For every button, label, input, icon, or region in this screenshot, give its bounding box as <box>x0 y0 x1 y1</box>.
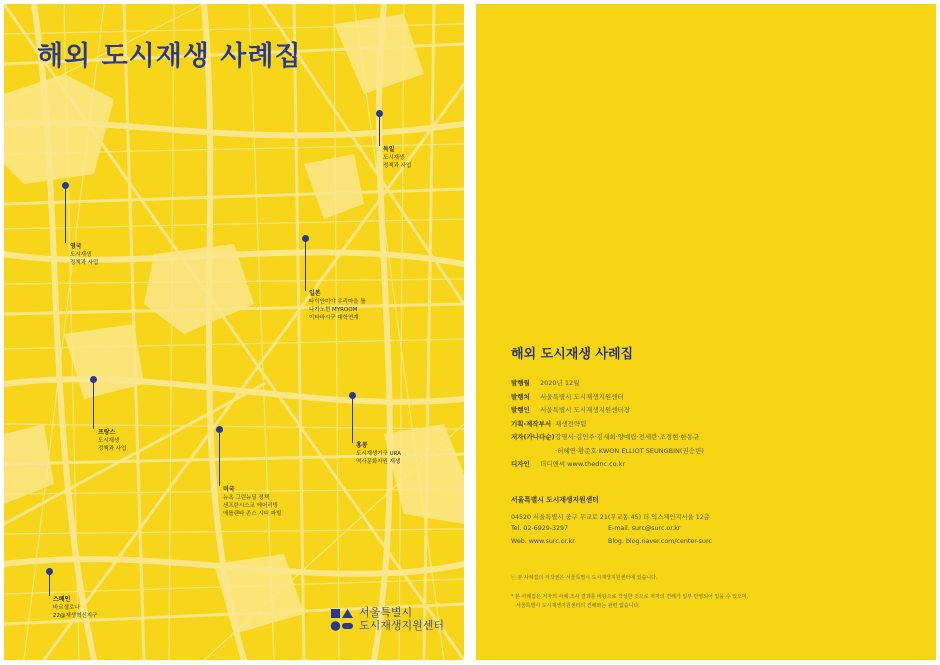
meta-value: 서울특별시 도시재생지원센터장 <box>540 406 630 414</box>
front-cover <box>4 4 464 660</box>
label-usa <box>223 486 281 518</box>
label-line: 정책과 사업 <box>70 260 99 266</box>
meta-value: 더디앤씨 www.thednc.co.kr <box>540 460 626 468</box>
meta-key: 발행인 <box>511 406 530 414</box>
label-line: 나가노현 MYROOM <box>309 307 358 313</box>
pin-stem <box>379 116 380 146</box>
pin-stem <box>305 241 306 291</box>
email: E-mail. surc@surc.or.kr <box>608 525 681 532</box>
surc-logo-mark-icon <box>330 608 354 632</box>
meta-key: 저자(가나다순) <box>511 433 555 441</box>
country-name: 프랑스 <box>98 429 116 436</box>
meta-value: 재생전략팀 <box>555 419 587 428</box>
label-germany <box>383 146 411 170</box>
label-line: 애틀랜타 존스 시티 파빌 <box>223 511 282 517</box>
street-map-background <box>4 4 464 660</box>
address: 04520 서울특별시 중구 무교로 21(무교동 45) 더 익스체인지서울 12층 <box>511 514 710 521</box>
pin-stem <box>219 432 220 486</box>
disclaimer-line: 서울특별시 도시재생지원센터의 견해와는 관련 없습니다. <box>516 603 640 609</box>
organization-name: 서울특별시 도시재생지원센터 <box>511 496 599 504</box>
meta-key: 발행처 <box>511 392 530 401</box>
label-line: 역사문화자원 재생 <box>356 459 401 465</box>
pin-stem <box>352 398 353 443</box>
colophon-title: 해외 도시재생 사례집 <box>511 347 634 362</box>
label-line: 도시재생기구 URA <box>356 451 402 457</box>
surc-logo-text <box>359 606 444 632</box>
label-line: 도시재생 <box>98 438 120 444</box>
meta-key: 기획·제작부서 <box>511 419 552 428</box>
copyright-text: ⓒ 본 사례집의 저작권은 서울특별시 도시재생지원센터에 있습니다. <box>511 575 658 581</box>
country-name: 일본 <box>309 290 321 297</box>
country-name: 홍콩 <box>356 442 368 449</box>
meta-value: 2020년 12월 <box>540 379 580 387</box>
country-name: 영국 <box>70 243 82 250</box>
pin-stem <box>49 574 50 596</box>
meta-key: 발행월 <box>511 379 530 387</box>
label-hongkong <box>356 442 401 466</box>
label-line: 이타바시구 대학연계 <box>309 315 359 321</box>
label-japan <box>309 290 366 322</box>
pin-stem <box>93 382 94 429</box>
label-line: 타이안미야 우리마을 툴 <box>309 299 366 305</box>
label-line: 도시재생 <box>383 155 405 161</box>
label-line: 샌프란시스코 에어리빙 <box>223 503 278 509</box>
country-name: 스페인 <box>53 596 71 603</box>
label-line: 22@재생혁신지구 <box>53 613 98 619</box>
blog: Blog. blog.naver.com/center-surc <box>608 538 712 545</box>
label-line: 바르셀로나 <box>53 605 80 611</box>
disclaimer-line: * 본 사례집은 저자의 사례 조사 결과를 바탕으로 작성한 것으로 저자의 견해가 일부 반영되어 있을 수 있으며, <box>511 594 749 600</box>
tel: Tel. 02-6929-3297 <box>511 525 569 532</box>
meta-value: ·허혜연·황준호·KWON ELLIOT SEUNGBIN(권승빈) <box>555 446 704 455</box>
web: Web. www.surc.or.kr <box>511 538 575 545</box>
label-line: 정책과 사업 <box>98 446 127 452</box>
back-cover <box>476 4 936 660</box>
label-spain <box>53 596 97 620</box>
country-name: 독일 <box>383 146 395 153</box>
label-france <box>98 429 126 453</box>
logo-line: 도시재생지원센터 <box>359 619 445 632</box>
notes <box>511 574 748 611</box>
meta-value: 서울특별시 도시재생지원센터 <box>540 392 624 401</box>
label-uk <box>70 243 98 267</box>
surc-logo <box>330 606 455 636</box>
label-line: 뉴욕 그린뉴딜 정책 <box>223 495 270 501</box>
logo-line: 서울특별시 <box>359 606 413 619</box>
meta-key: 디자인 <box>511 460 530 468</box>
meta-value: 강명서·김민주·김새희·양예림·전세란·조경현·한동규 <box>555 433 700 441</box>
pin-stem <box>65 188 66 243</box>
label-line: 도시재생 <box>70 252 92 258</box>
cover-title: 해외 도시재생 사례집 <box>37 41 302 72</box>
label-line: 정책과 사업 <box>383 163 412 169</box>
country-name: 미국 <box>223 486 235 493</box>
